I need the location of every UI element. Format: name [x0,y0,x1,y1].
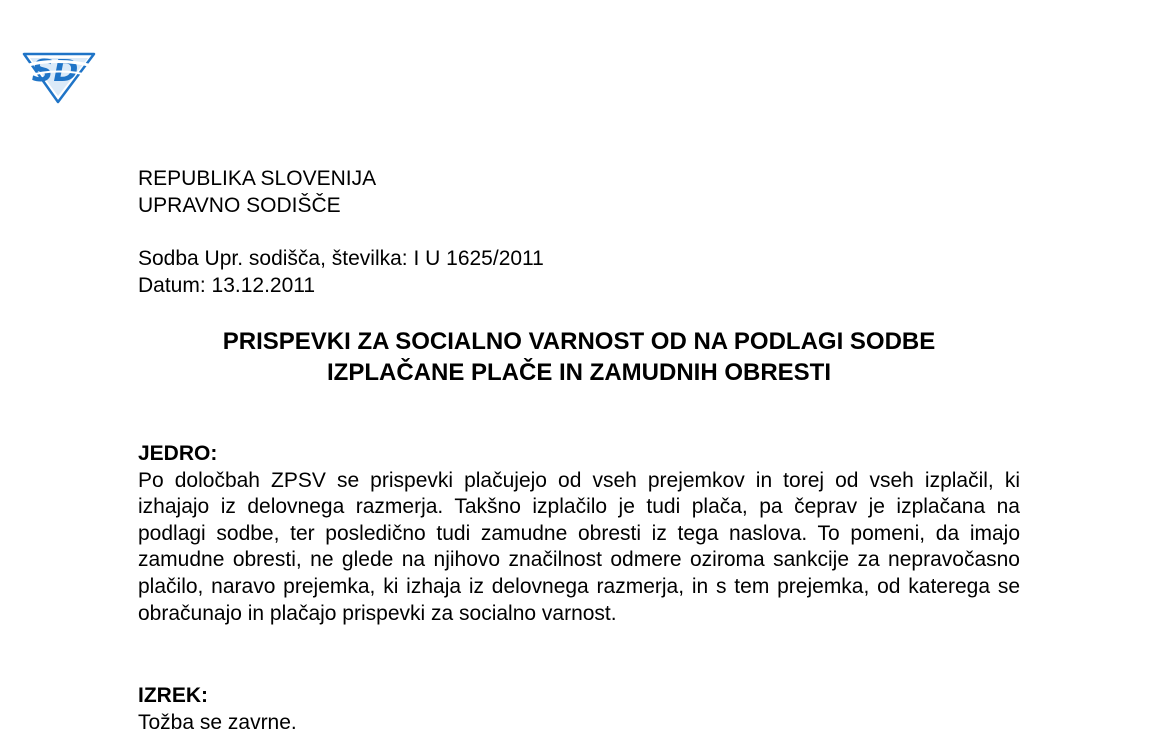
case-number: Sodba Upr. sodišča, številka: I U 1625/2011 [138,247,544,270]
izrek-text: Tožba se zavrne. [138,710,297,734]
sd-logo-icon [22,48,96,104]
jedro-section [138,441,1020,627]
document-title [138,326,1020,388]
izrek-section [138,683,1020,736]
country-name: REPUBLIKA SLOVENIJA [138,167,377,190]
court-name: UPRAVNO SODIŠČE [138,194,341,217]
case-meta [138,245,544,299]
court-header [138,165,376,219]
jedro-heading: JEDRO: [138,442,218,465]
jedro-text: Po določbah ZPSV se prispevki plačujejo od vseh prejemkov in torej od vseh izplačil, ki izhajajo iz delovnega razmerja. Takšno izplačilo je tudi plača, pa čeprav je izplačana na podlagi sodbe, ter posledično tudi zamudne obresti iz tega naslova. To pomeni, da imajo zamudne obresti, ne glede na njihovo značilnost odmere oziroma sankcije za nepravočasno plačilo, naravo prejemka, ki izhaja iz delovnega razmerja, in s tem prejemka, od katerega se obračunajo in plačajo prispevki za socialno varnost. [138,468,1020,625]
logo-text: SD [31,54,79,89]
title-line-1: PRISPEVKI ZA SOCIALNO VARNOST OD NA PODLAGI SODBE [222,328,936,355]
izrek-heading: IZREK: [138,684,208,707]
case-date: Datum: 13.12.2011 [138,274,316,297]
title-line-2: IZPLAČANE PLAČE IN ZAMUDNIH OBRESTI [327,359,831,386]
